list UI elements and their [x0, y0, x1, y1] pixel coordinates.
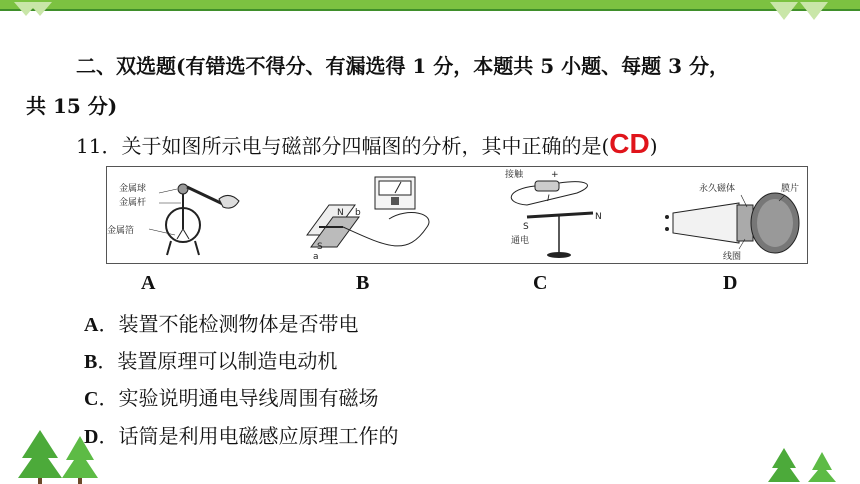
figure-label-a: A — [141, 272, 156, 294]
section-heading-line1: 二、双选题(有错选不得分、有漏选得 1 分，本题共 5 小题、每题 3 分， — [76, 54, 729, 78]
figure-label-d: D — [723, 272, 738, 294]
option-c: C．实验说明通电导线周围有磁场 — [84, 386, 379, 410]
question-stem-line — [76, 128, 658, 160]
figure-b-induction — [307, 177, 429, 262]
fig-c-label-s: S — [523, 222, 529, 232]
option-d: D．话筒是利用电磁感应原理工作的 — [84, 424, 399, 448]
question-close-paren: ) — [649, 134, 658, 158]
question-stem: 11．关于如图所示电与磁部分四幅图的分析，其中正确的是( — [76, 134, 610, 158]
fig-c-label-power: 通电 — [511, 236, 530, 246]
fig-b-label-s: S — [317, 242, 323, 252]
fig-a-label-foil: 金属箔 — [107, 226, 135, 236]
top-decor-bar — [0, 0, 860, 9]
section-heading-line2: 共 15 分) — [26, 94, 118, 118]
bottom-right-trees — [760, 444, 860, 484]
top-right-chevrons — [770, 0, 840, 24]
fig-b-label-a: a — [313, 252, 319, 262]
fig-c-label-contact: 接触 — [505, 170, 524, 180]
figure-panel — [106, 166, 808, 264]
option-b: B．装置原理可以制造电动机 — [84, 349, 338, 373]
fig-c-label-plus: + — [551, 170, 559, 180]
answer-text: CD — [609, 128, 650, 159]
figure-label-c: C — [533, 272, 548, 294]
fig-a-label-rod: 金属杆 — [119, 198, 147, 208]
fig-b-label-n: N — [337, 208, 344, 218]
option-a: A．装置不能检测物体是否带电 — [84, 312, 359, 336]
fig-a-label-ball: 金属球 — [119, 184, 147, 194]
fig-c-label-n: N — [595, 212, 602, 222]
fig-c-label-i: I — [547, 194, 550, 204]
fig-d-label-magnet: 永久磁体 — [699, 184, 736, 194]
figure-c-oersted — [505, 168, 602, 258]
figure-d-microphone — [665, 182, 799, 262]
figure-a-electroscope — [107, 182, 239, 255]
figure-label-b: B — [356, 272, 370, 294]
fig-b-label-b: b — [355, 208, 361, 218]
bottom-left-trees — [18, 424, 128, 484]
fig-d-label-coil: 线圈 — [723, 252, 742, 262]
top-decor-line — [0, 9, 860, 11]
top-left-chevrons — [14, 0, 54, 20]
fig-d-label-membrane: 膜片 — [781, 184, 800, 194]
